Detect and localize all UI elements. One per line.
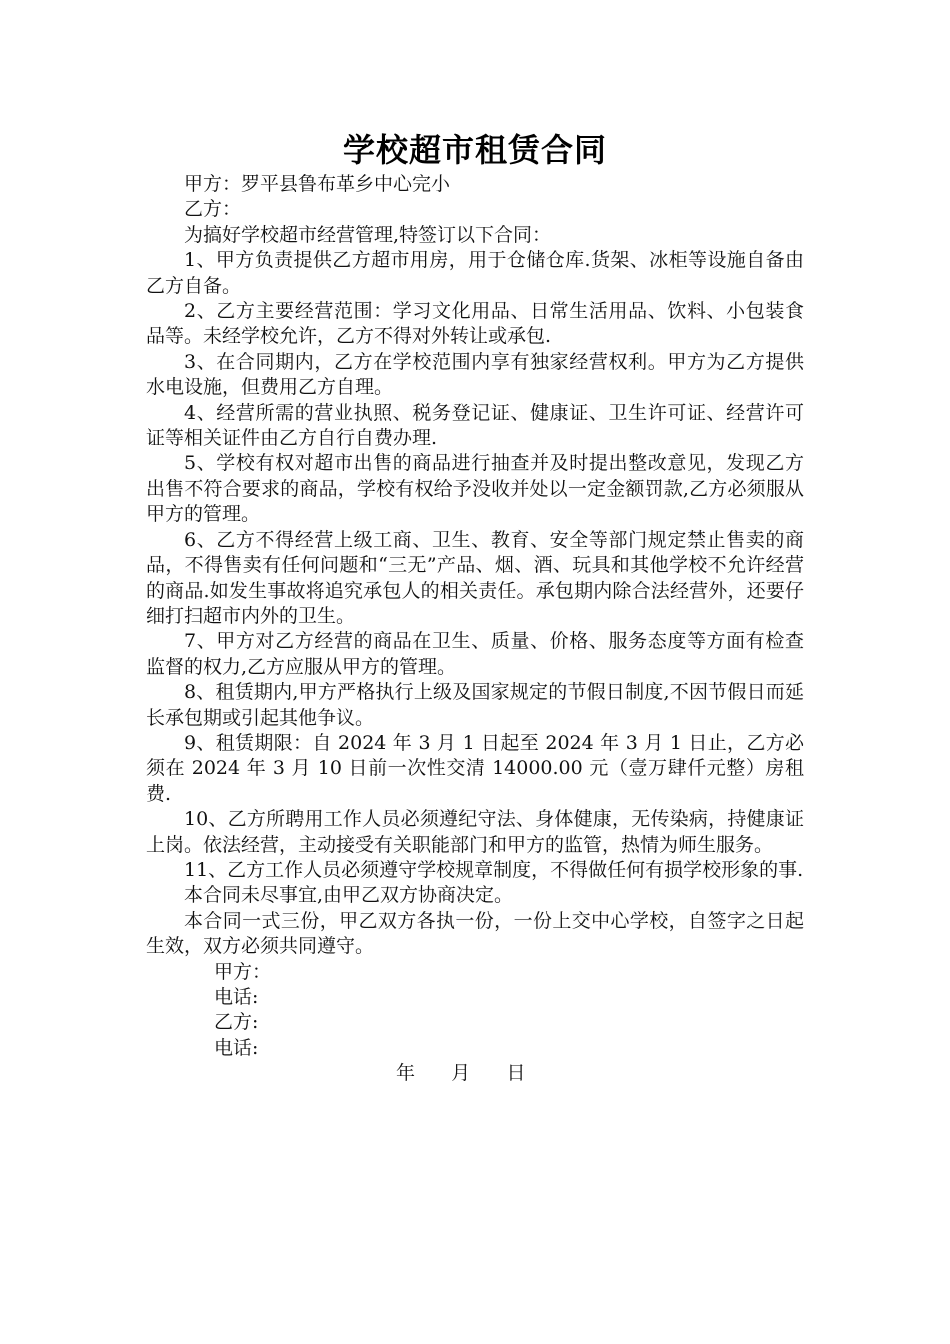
clause-4: 4、经营所需的营业执照、税务登记证、健康证、卫生许可证、经营许可证等相关证件由乙方自行自费办理. [146, 401, 804, 450]
party-a-line: 甲方：罗平县鲁布革乡中心完小 [184, 173, 451, 195]
clause-1: 1、甲方负责提供乙方超市用房，用于仓储仓库.货架、冰柜等设施自备由乙方自备。 [146, 249, 804, 297]
document-title: 学校超市租赁合同 [342, 131, 607, 169]
signature-party-b: 乙方: [214, 1011, 259, 1034]
clause-5: 5、学校有权对超市出售的商品进行抽查并及时提出整改意见，发现乙方出售不符合要求的商品，学校有权给予没收并处以一定金额罚款,乙方必须服从甲方的管理。 [146, 452, 804, 526]
clause-7: 7、甲方对乙方经营的商品在卫生、质量、价格、服务态度等方面有检查监督的权力,乙方应服从甲方的管理。 [146, 630, 804, 678]
clause-2: 2、乙方主要经营范围：学习文化用品、日常生活用品、饮料、小包装食品等。未经学校允许，乙方不得对外转让或承包. [146, 300, 804, 348]
signature-phone-b: 电话: [214, 1036, 259, 1059]
clause-3: 3、在合同期内，乙方在学校范围内享有独家经营权利。甲方为乙方提供水电设施，但费用乙方自理。 [146, 350, 804, 399]
signature-party-a: 甲方： [214, 960, 272, 983]
clause-9: 9、租赁期限：自 2024 年 3 月 1 日起至 2024 年 3 月 1 日止，乙方必须在 2024 年 3 月 10 日前一次性交清 14000.00 元（壹万肆仟元整）房租费. [146, 731, 804, 805]
clause-8: 8、租赁期内,甲方严格执行上级及国家规定的节假日制度,不因节假日而延长承包期或引起其他争议。 [146, 681, 804, 729]
document-body [146, 172, 804, 1087]
clause-11: 11、乙方工作人员必须遵守学校规章制度，不得做任何有损学校形象的事. [184, 858, 804, 881]
intro-paragraph: 为搞好学校超市经营管理,特签订以下合同： [184, 223, 552, 246]
party-b-line: 乙方： [184, 198, 242, 221]
signature-phone-a: 电话: [214, 986, 259, 1008]
date-line: 年 月 日 [396, 1062, 526, 1085]
clause-6: 6、乙方不得经营上级工商、卫生、教育、安全等部门规定禁止售卖的商品，不得售卖有任何问题和“三无”产品、烟、酒、玩具和其他学校不允许经营的商品.如发生事故将追究承包人的相关责任。承包期内除合法经营外，还要仔细打扫超市内外的卫生。 [146, 528, 804, 627]
closing-paragraph-2: 本合同一式三份，甲乙双方各执一份，一份上交中心学校，自签字之日起生效，双方必须共同遵守。 [146, 909, 804, 958]
closing-paragraph-1: 本合同未尽事宜,由甲乙双方协商决定。 [184, 884, 514, 907]
clause-10: 10、乙方所聘用工作人员必须遵纪守法、身体健康，无传染病，持健康证上岗。依法经营，主动接受有关职能部门和甲方的监管，热情为师生服务。 [146, 808, 804, 856]
